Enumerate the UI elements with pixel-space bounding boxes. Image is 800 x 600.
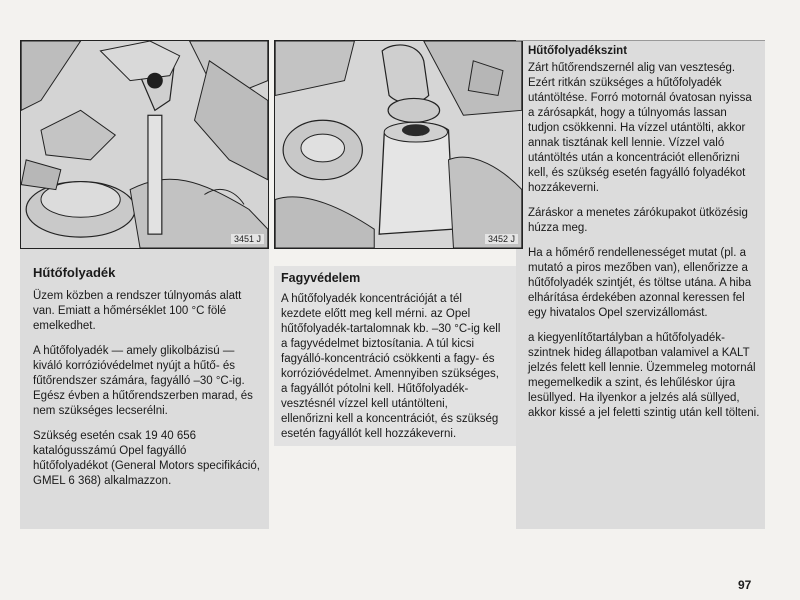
engine-illustration-2	[275, 41, 522, 248]
coolant-level-section	[528, 44, 760, 431]
section-heading: Hűtőfolyadék	[33, 265, 116, 280]
paragraph: Ha a hőmérő rendellenességet mutat (pl. a mutató a piros mezőben van), ellenőrizze a hűtőfolyadék szintjét, és töltse utána. A hiba elhárítása érdekében azonnal keressen fel egy hivatalos Opel szervizállomást.	[528, 247, 752, 319]
paragraph: Szükség esetén csak 19 40 656 katalógusszámú Opel fagyálló hűtőfolyadékot (General Motors specifikáció, GMEL 6 368) alkalmazzon.	[33, 430, 260, 487]
paragraph: Zárt hűtőrendszernél alig van veszteség. Ezért ritkán szükséges a hűtőfolyadék utántöltése. Forró motornál óvatosan nyissa a zárósapkát, hogy a túlnyomás lassan tudjon csökkenni. Ha vízzel utántölti, akkor annak tisztának kell lennie. Vízzel való utántöltés után a koncentrációt ellenőrizni kell, és szükség esetén fagyálló folyadékot hozzákeverni.	[528, 62, 752, 194]
section-heading: Hűtőfolyadékszint	[528, 45, 628, 57]
column-rule	[516, 40, 765, 41]
paragraph: Záráskor a menetes zárókupakot ütközésig húzza meg.	[528, 207, 748, 234]
figure-label: 3451 J	[231, 234, 264, 244]
figure-label: 3452 J	[485, 234, 518, 244]
page-number: 97	[738, 578, 752, 592]
paragraph: Üzem közben a rendszer túlnyomás alatt van. Emiatt a hőmérséklet 100 °C fölé emelkedhet.	[33, 290, 242, 332]
figure-coolant-reservoir	[274, 40, 523, 249]
paragraph: a kiegyenlítőtartályban a hűtőfolyadék-szintnek hideg állapotban valamivel a KALT jelzés felett kell lennie. Üzemmeleg motornál megemelkedik a szint, és lehűléskor újra lesüllyed. Ha ilyenkor a jelzés alá süllyed, akkor kissé a jel feletti szintig után kell tölteni.	[528, 332, 760, 419]
engine-illustration-1	[21, 41, 268, 248]
paragraph: A hűtőfolyadék koncentrációját a tél kezdete előtt meg kell mérni. az Opel hűtőfolyadék-tartalomnak kb. –30 °C-ig kell a fagyvédelmet biztosítania. A túl kicsi fagyálló-koncentráció csökkenti a fagy- és korrózióvédelmet. Amennyiben szükséges, a fagyállót pótolni kell. Hűtőfolyadék-vesztésnél vízzel kell utántölteni, ellenőrizni kell a koncentrációt, és szükség esetén fagyállót kell hozzákeverni.	[281, 293, 501, 440]
section-heading: Fagyvédelem	[281, 271, 361, 285]
paragraph: A hűtőfolyadék — amely glikolbázisú — kiváló korrózióvédelmet nyújt a hűtő- és fűtőrendszer számára, fagyálló –30 °C-ig. Egész évben a hűtőrendszerben marad, és nem szükséges lecserélni.	[33, 345, 253, 417]
frost-protection-section	[281, 271, 501, 452]
coolant-section	[33, 265, 263, 499]
figure-engine-dipstick	[20, 40, 269, 249]
